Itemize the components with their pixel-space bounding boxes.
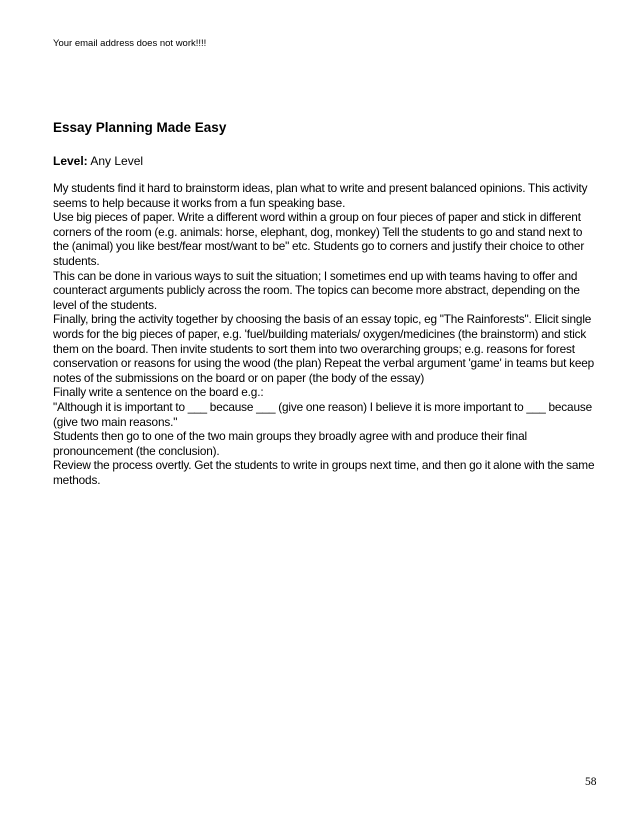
header-note: Your email address does not work!!!! <box>53 38 207 49</box>
level-line <box>53 153 143 169</box>
page-title: Essay Planning Made Easy <box>53 120 227 135</box>
paragraph: Students then go to one of the two main groups they broadly agree with and produce their final pronouncement (the conclusion). <box>53 429 527 458</box>
paragraph: "Although it is important to ___ because ___ (give one reason) I believe it is more important to ___ because (give two main reasons." <box>53 399 593 429</box>
paragraph: This can be done in various ways to suit the situation; I sometimes end up with teams having to offer and counteract arguments publicly across the room. The topics can become more abstract, depending on the level of the students. <box>53 268 580 312</box>
paragraph: Review the process overtly. Get the students to write in groups next time, and then go it alone with the same methods. <box>53 458 595 487</box>
level-value: Any Level <box>87 154 144 168</box>
paragraph: My students find it hard to brainstorm ideas, plan what to write and present balanced opinions. This activity seems to help because it works from a fun speaking base. <box>53 181 588 210</box>
level-label: Level: <box>53 154 88 168</box>
page-number: 58 <box>585 776 597 788</box>
body-text <box>53 181 601 487</box>
paragraph: Finally, bring the activity together by choosing the basis of an essay topic, eg "The Rainforests". Elicit single words for the big pieces of paper, e.g. 'fuel/building materials/ oxygen/medicines (the brainstorm) and stick them on the board. Then invite students to sort them into two overarching groups; e.g. reasons for forest conservation or reasons for using the wood (the plan) Repeat the verbal argument 'game' in teams but keep notes of the submissions on the board or on paper (the body of the essay) <box>53 312 595 385</box>
paragraph: Use big pieces of paper. Write a different word within a group on four pieces of paper and stick in different corners of the room (e.g. animals: horse, elephant, dog, monkey) Tell the students to go and stand next to the (animal) you like best/fear most/want to be" etc. Students go to corners and justify their choice to other students. <box>53 210 585 268</box>
paragraph: Finally write a sentence on the board e.g.: <box>53 385 264 400</box>
